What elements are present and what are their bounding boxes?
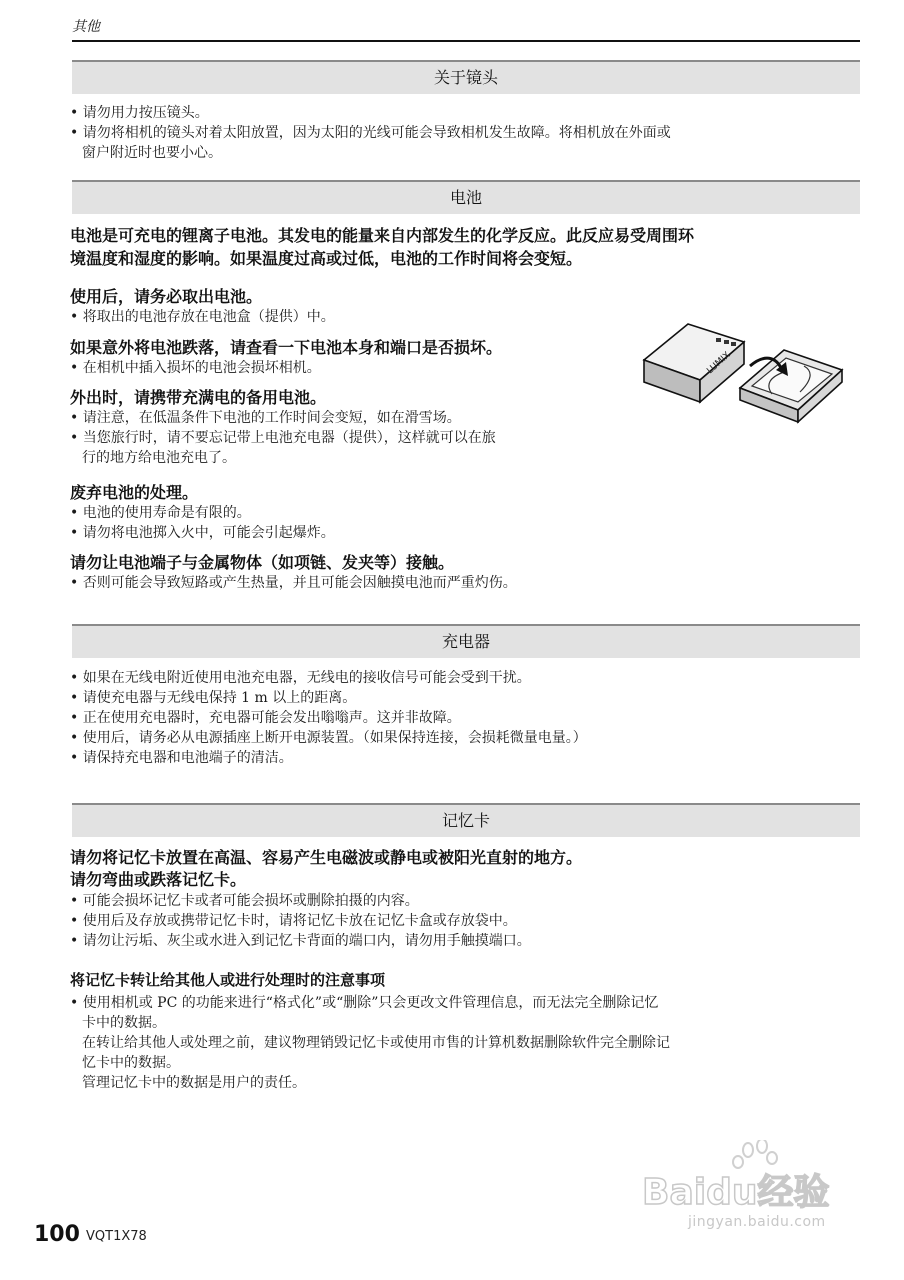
lens-bullet-1: • 请勿用力按压镜头。 <box>70 104 209 123</box>
section-title-battery: 电池 <box>72 180 860 214</box>
battery-heading-spare: 外出时，请携带充满电的备用电池。 <box>70 388 327 407</box>
card-transfer-line-1: • 使用相机或 PC 的功能来进行“格式化”或“删除”只会更改文件管理信息，而无法完全删除记忆 <box>70 994 658 1013</box>
document-code: VQT1X78 <box>86 1229 147 1244</box>
lens-bullet-2-cont: 窗户附近时也要小心。 <box>82 145 222 161</box>
card-transfer-line-3: 在转让给其他人或处理之前，建议物理销毁记忆卡或使用市售的计算机数据删除软件完全删除记 <box>82 1035 670 1051</box>
card-heading-storage: 请勿将记忆卡放置在高温、容易产生电磁波或静电或被阳光直射的地方。 <box>70 848 583 867</box>
card-bullet-3: • 请勿让污垢、灰尘或水进入到记忆卡背面的端口内，请勿用手触摸端口。 <box>70 932 531 951</box>
section-title-card: 记忆卡 <box>72 803 860 837</box>
card-bullet-2: • 使用后及存放或携带记忆卡时，请将记忆卡放在记忆卡盒或存放袋中。 <box>70 912 517 931</box>
watermark-url: jingyan.baidu.com <box>688 1214 826 1230</box>
baidu-watermark-logo <box>640 1140 870 1212</box>
battery-bullet-lifespan: • 电池的使用寿命是有限的。 <box>70 504 251 523</box>
watermark-logo-text: Baidu经验 <box>642 1172 830 1212</box>
page-number: 100 <box>34 1222 80 1247</box>
header-rule <box>72 40 860 42</box>
battery-heading-drop: 如果意外将电池跌落，请查看一下电池本身和端口是否损坏。 <box>70 338 503 357</box>
battery-heading-remove: 使用后，请务必取出电池。 <box>70 287 263 306</box>
charger-bullet-1: • 如果在无线电附近使用电池充电器，无线电的接收信号可能会受到干扰。 <box>70 669 531 688</box>
charger-bullet-4: • 使用后，请务必从电源插座上断开电源装置。（如果保持连接，会损耗微量电量。） <box>70 729 587 748</box>
card-heading-bend: 请勿弯曲或跌落记忆卡。 <box>70 870 247 889</box>
battery-label: LUMIX <box>705 350 733 377</box>
battery-bullet-store: • 将取出的电池存放在电池盒（提供）中。 <box>70 308 335 327</box>
chapter-label: 其他 <box>72 19 100 35</box>
charger-bullet-3: • 正在使用充电器时，充电器可能会发出嗡嗡声。这并非故障。 <box>70 709 461 728</box>
charger-bullet-2: • 请使充电器与无线电保持 1 m 以上的距离。 <box>70 689 356 708</box>
battery-heading-disposal: 废弃电池的处理。 <box>70 483 199 502</box>
battery-heading-terminals: 请勿让电池端子与金属物体（如项链、发夹等）接触。 <box>70 553 455 572</box>
battery-bullet-fire: • 请勿将电池掷入火中，可能会引起爆炸。 <box>70 524 335 543</box>
battery-bullet-damage: • 在相机中插入损坏的电池会损坏相机。 <box>70 359 321 378</box>
battery-intro-2: 境温度和湿度的影响。如果温度过高或过低，电池的工作时间将会变短。 <box>70 249 583 268</box>
battery-bullet-charger: • 当您旅行时，请不要忘记带上电池充电器（提供），这样就可以在旅 <box>70 429 496 448</box>
battery-icon <box>644 324 744 402</box>
battery-case-illustration <box>636 310 848 450</box>
section-title-lens: 关于镜头 <box>72 60 860 94</box>
charger-bullet-5: • 请保持充电器和电池端子的清洁。 <box>70 749 293 768</box>
card-bullet-1: • 可能会损坏记忆卡或者可能会损坏或删除拍摄的内容。 <box>70 892 419 911</box>
battery-bullet-short: • 否则可能会导致短路或产生热量，并且可能会因触摸电池而严重灼伤。 <box>70 574 517 593</box>
card-transfer-heading: 将记忆卡转让给其他人或进行处理时的注意事项 <box>70 971 386 989</box>
battery-intro-1: 电池是可充电的锂离子电池。其发电的能量来自内部发生的化学反应。此反应易受周围环 <box>70 226 695 245</box>
card-transfer-line-5: 管理记忆卡中的数据是用户的责任。 <box>82 1075 306 1091</box>
card-transfer-line-4: 忆卡中的数据。 <box>82 1055 180 1071</box>
card-transfer-line-2: 卡中的数据。 <box>82 1015 166 1031</box>
battery-bullet-charger-cont: 行的地方给电池充电了。 <box>82 450 236 466</box>
section-title-charger: 充电器 <box>72 624 860 658</box>
battery-bullet-cold: • 请注意，在低温条件下电池的工作时间会变短，如在滑雪场。 <box>70 409 461 428</box>
lens-bullet-2: • 请勿将相机的镜头对着太阳放置，因为太阳的光线可能会导致相机发生故障。将相机放在外面或 <box>70 124 671 143</box>
